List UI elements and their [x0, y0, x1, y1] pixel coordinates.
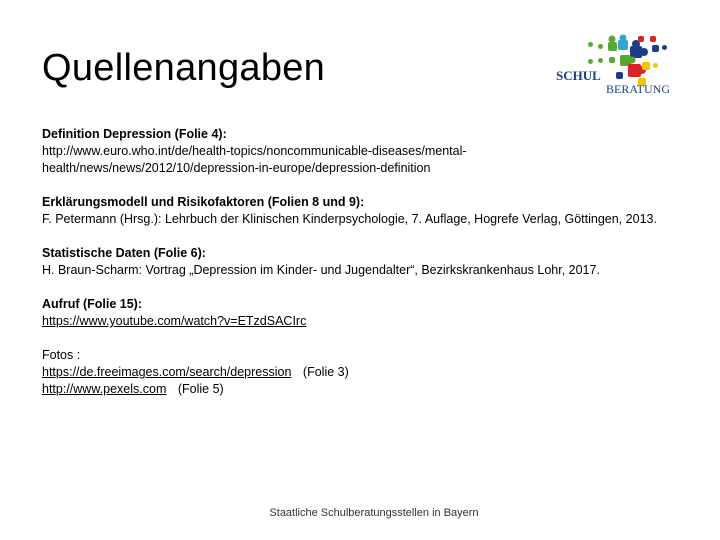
source-text: H. Braun-Scharm: Vortrag „Depression im Kinder- und Jugendalter“, Bezirkskrankenhaus Lohr, 2017. [42, 263, 600, 277]
logo-word-beratung: BERATUNG [606, 82, 671, 96]
source-definition [42, 126, 692, 177]
photo-note: (Folie 3) [302, 365, 349, 379]
sources-list [42, 126, 692, 415]
source-erklaerungsmodell [42, 194, 692, 228]
page-title: Quellenangaben [42, 47, 326, 89]
source-heading: Definition Depression (Folie 4): [42, 127, 227, 141]
pexels-link[interactable]: http://www.pexels.com [42, 382, 167, 396]
source-text: http://www.euro.who.int/de/health-topics/noncommunicable-diseases/mental-health/news/news/2012/10/depression-in-europe/depression-definition [42, 144, 467, 175]
source-fotos [42, 347, 692, 398]
source-text: F. Petermann (Hrsg.): Lehrbuch der Klinischen Kinderpsychologie, 7. Auflage, Hogrefe Verlag, Göttingen, 2013. [42, 212, 657, 226]
freeimages-link[interactable]: https://de.freeimages.com/search/depression [42, 365, 292, 379]
logo-word-schul: SCHUL [556, 68, 601, 83]
photo-note: (Folie 5) [177, 382, 224, 396]
youtube-link[interactable]: https://www.youtube.com/watch?v=ETzdSACIrc [42, 314, 307, 328]
source-aufruf [42, 296, 692, 330]
source-heading: Erklärungsmodell und Risikofaktoren (Folien 8 und 9): [42, 195, 365, 209]
footer [0, 507, 720, 519]
source-statistik [42, 245, 692, 279]
schulberatung-logo [554, 28, 688, 104]
fotos-heading: Fotos : [42, 348, 81, 362]
source-heading: Aufruf (Folie 15): [42, 297, 142, 311]
source-heading: Statistische Daten (Folie 6): [42, 246, 206, 260]
footer-text: Staatliche Schulberatungsstellen in Bayern [269, 507, 479, 519]
